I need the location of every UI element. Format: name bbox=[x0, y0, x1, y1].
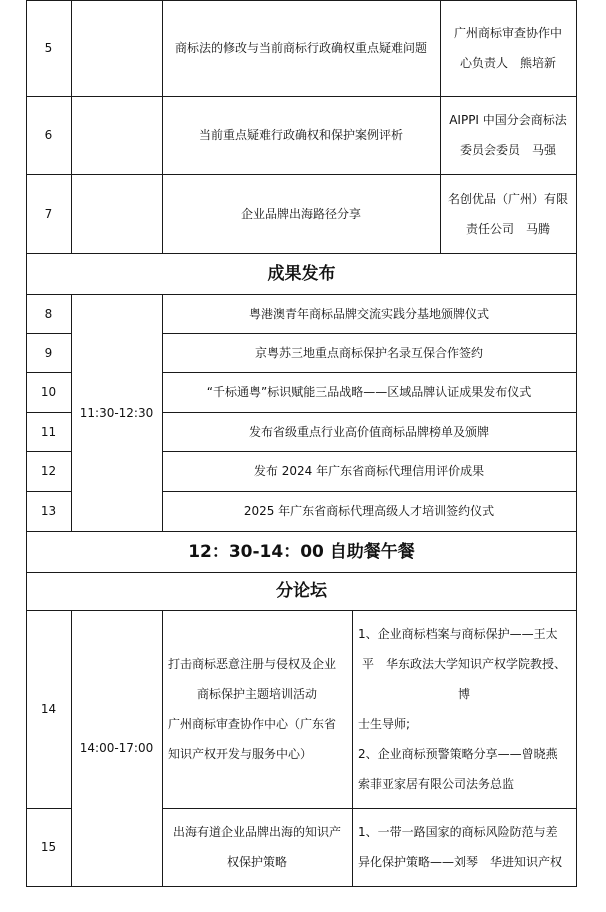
section-header-results: 成果发布 bbox=[267, 263, 336, 284]
row-topic: 当前重点疑难行政确权和保护案例评析 bbox=[198, 128, 403, 142]
row-number: 8 bbox=[44, 306, 53, 321]
row-number: 13 bbox=[40, 504, 57, 518]
row-speaker bbox=[440, 174, 576, 253]
forum-activity bbox=[162, 610, 352, 808]
speaker-line: 委员会委员 马强 bbox=[459, 143, 556, 157]
row-number: 11 bbox=[40, 424, 57, 439]
results-item: 发布 2024 年广东省商标代理信用评价成果 bbox=[253, 464, 485, 478]
row-speaker bbox=[440, 0, 576, 96]
results-item: “千标通粤”标识赋能三品战略——区域品牌认证成果发布仪式 bbox=[206, 385, 532, 399]
speaker-line: 责任公司 马腾 bbox=[465, 221, 550, 236]
speaker-line: 心负责人 熊培新 bbox=[459, 56, 556, 70]
results-item: 发布省级重点行业高价值商标品牌榜单及颁牌 bbox=[248, 424, 489, 439]
activity-line: 广州商标审查协作中心（广东省 bbox=[168, 717, 337, 731]
content-line: 异化保护策略——刘琴 华进知识产权 bbox=[358, 855, 563, 869]
content-line: 平 华东政法大学知识产权学院教授、博 bbox=[361, 657, 566, 701]
section-header-forum: 分论坛 bbox=[276, 581, 327, 601]
activity-line: 商标保护主题培训活动 bbox=[196, 687, 317, 701]
agenda-table bbox=[26, 0, 577, 886]
forum-content bbox=[352, 808, 576, 886]
row-topic: 企业品牌出海路径分享 bbox=[240, 206, 361, 221]
speaker-line: 名创优品（广州）有限 bbox=[447, 191, 568, 206]
results-item: 京粤苏三地重点商标保护名录互保合作签约 bbox=[254, 345, 483, 360]
content-line: 索菲亚家居有限公司法务总监 bbox=[358, 777, 515, 791]
row-number: 10 bbox=[40, 385, 57, 399]
forum-content bbox=[352, 610, 576, 808]
row-number: 12 bbox=[40, 464, 57, 478]
row-topic: 商标法的修改与当前商标行政确权重点疑难问题 bbox=[174, 41, 427, 55]
row-number: 14 bbox=[40, 702, 57, 716]
speaker-line: AIPPI 中国分会商标法 bbox=[449, 113, 567, 127]
activity-line: 知识产权开发与服务中心） bbox=[168, 747, 313, 761]
speaker-line: 广州商标审查协作中 bbox=[453, 26, 562, 40]
content-line: 2、企业商标预警策略分享——曾晓燕 bbox=[358, 747, 558, 761]
row-number: 7 bbox=[44, 206, 53, 221]
forum-time: 14:00-17:00 bbox=[79, 741, 154, 755]
row-number: 9 bbox=[44, 345, 53, 360]
content-line: 1、一带一路国家的商标风险防范与差 bbox=[358, 825, 558, 839]
activity-line: 打击商标恶意注册与侵权及企业 bbox=[168, 657, 337, 671]
activity-line: 出海有道企业品牌出海的知识产 bbox=[172, 825, 341, 839]
content-line: 1、企业商标档案与商标保护——王太 bbox=[358, 627, 558, 641]
row-number: 15 bbox=[40, 840, 57, 854]
activity-line: 权保护策略 bbox=[226, 855, 287, 869]
content-line: 士生导师; bbox=[358, 717, 411, 731]
row-number: 5 bbox=[44, 41, 53, 55]
row-number: 6 bbox=[44, 128, 53, 142]
results-item: 粤港澳青年商标品牌交流实践分基地颁牌仪式 bbox=[248, 306, 489, 321]
results-item: 2025 年广东省商标代理高级人才培训签约仪式 bbox=[243, 504, 495, 518]
results-time: 11:30-12:30 bbox=[79, 405, 154, 420]
lunch-banner: 12：30-14：00 自助餐午餐 bbox=[188, 541, 415, 562]
row-speaker bbox=[440, 96, 576, 174]
forum-activity bbox=[162, 808, 352, 886]
